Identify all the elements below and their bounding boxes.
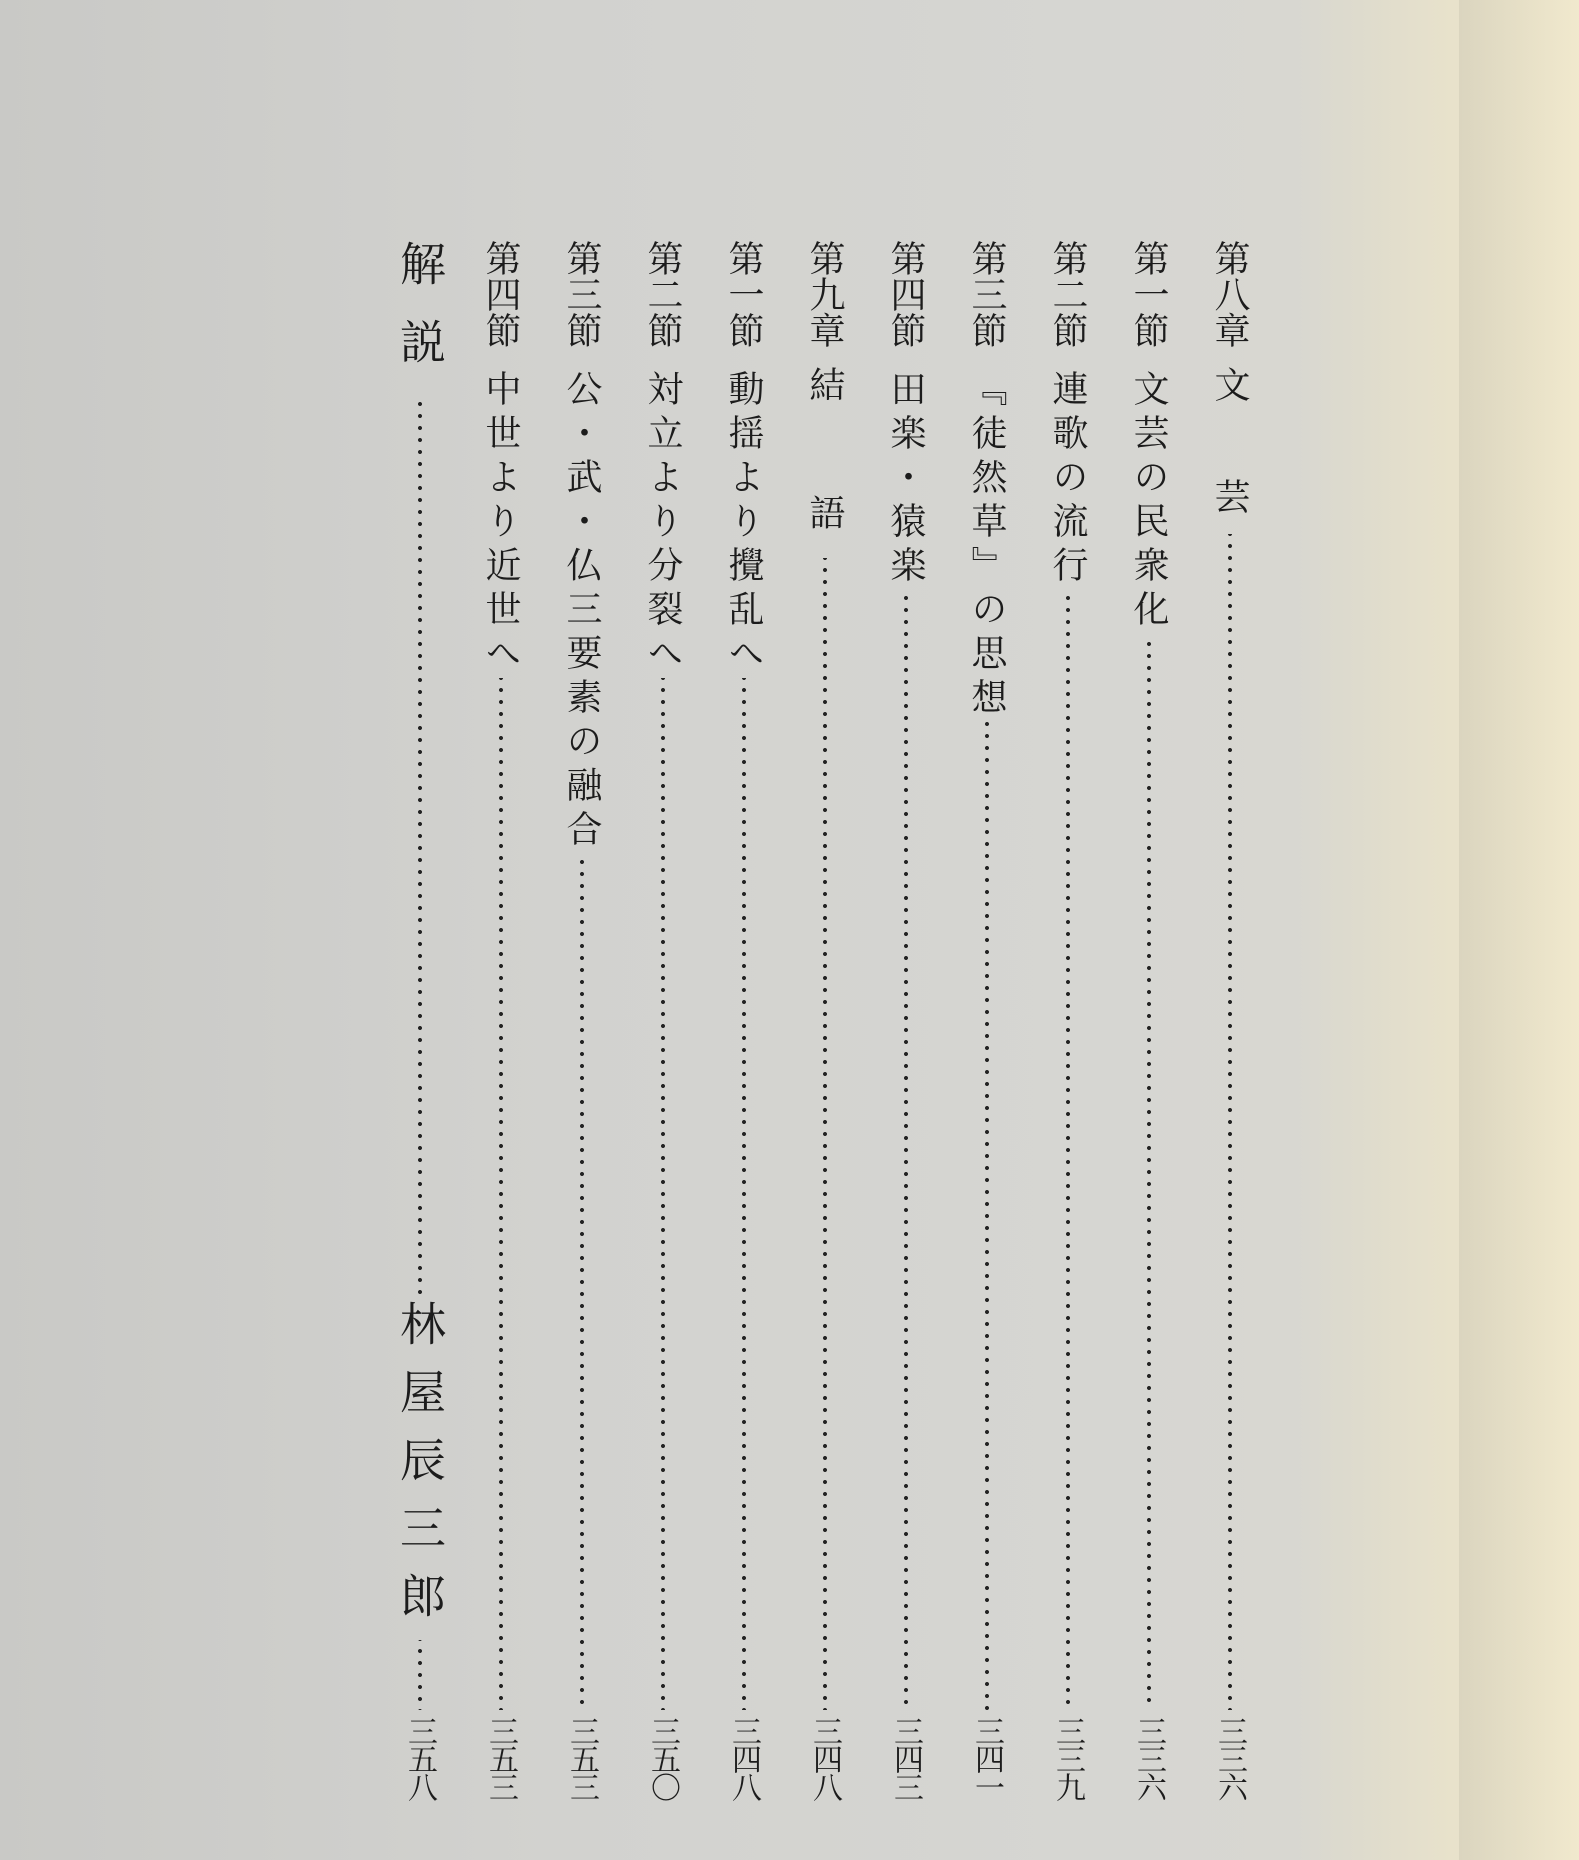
section-title: 対立より分裂へ [642,370,683,678]
leader-dots [1227,534,1233,1710]
section-number: 第三節 [966,240,1007,348]
chapter-title: 結 語 [804,366,845,558]
leader-dots [660,678,666,1710]
leader-dots [417,396,423,1300]
page-number: 三三六 [1212,1716,1247,1800]
leader-dots [903,590,909,1710]
toc-section[interactable] [946,240,1027,1800]
toc-section[interactable] [460,240,541,1800]
page-number: 三五八 [402,1716,437,1800]
page-number: 三四三 [888,1716,923,1800]
chapter-title: 文 芸 [1209,366,1250,534]
leader-dots [1065,590,1071,1710]
section-title: 文芸の民衆化 [1128,370,1169,634]
book-page-edge [1459,0,1579,1860]
section-number: 第三節 [561,240,602,348]
toc-section[interactable] [1027,240,1108,1800]
page-number: 三五三 [483,1716,518,1800]
chapter-number: 第九章 [804,240,845,348]
commentary-author: 林屋辰三郎 [393,1300,447,1640]
page-number: 三三六 [1131,1716,1166,1800]
page-number: 三五三 [564,1716,599,1800]
leader-dots [498,678,504,1710]
toc-section[interactable] [865,240,946,1800]
section-number: 第一節 [1128,240,1169,348]
toc-chapter-8[interactable] [1189,240,1270,1800]
toc-section[interactable] [1108,240,1189,1800]
leader-dots [741,678,747,1710]
page-number: 三三九 [1050,1716,1085,1800]
section-title: 田楽・猿楽 [885,370,926,590]
section-title: 『徒然草』の思想 [966,370,1007,722]
section-title: 公・武・仏三要素の融合 [561,370,602,854]
section-title: 連歌の流行 [1047,370,1088,590]
page-number: 三四八 [726,1716,761,1800]
section-number: 第一節 [723,240,764,348]
leader-dots [1146,634,1152,1710]
table-of-contents [310,240,1270,1800]
toc-commentary[interactable] [379,240,460,1800]
toc-section[interactable] [703,240,784,1800]
section-number: 第二節 [1047,240,1088,348]
toc-section[interactable] [541,240,622,1800]
page-number: 三四八 [807,1716,842,1800]
section-number: 第四節 [480,240,521,348]
page-number: 三五〇 [645,1716,680,1800]
section-title: 中世より近世へ [480,370,521,678]
section-number: 第四節 [885,240,926,348]
section-number: 第二節 [642,240,683,348]
section-title: 動揺より攪乱へ [723,370,764,678]
leader-dots [822,558,828,1710]
toc-section[interactable] [622,240,703,1800]
leader-dots [417,1640,423,1710]
leader-dots [579,854,585,1710]
page-number: 三四一 [969,1716,1004,1800]
leader-dots [984,722,990,1710]
chapter-number: 第八章 [1209,240,1250,348]
toc-chapter-9[interactable] [784,240,865,1800]
commentary-title: 解説 [393,240,447,396]
